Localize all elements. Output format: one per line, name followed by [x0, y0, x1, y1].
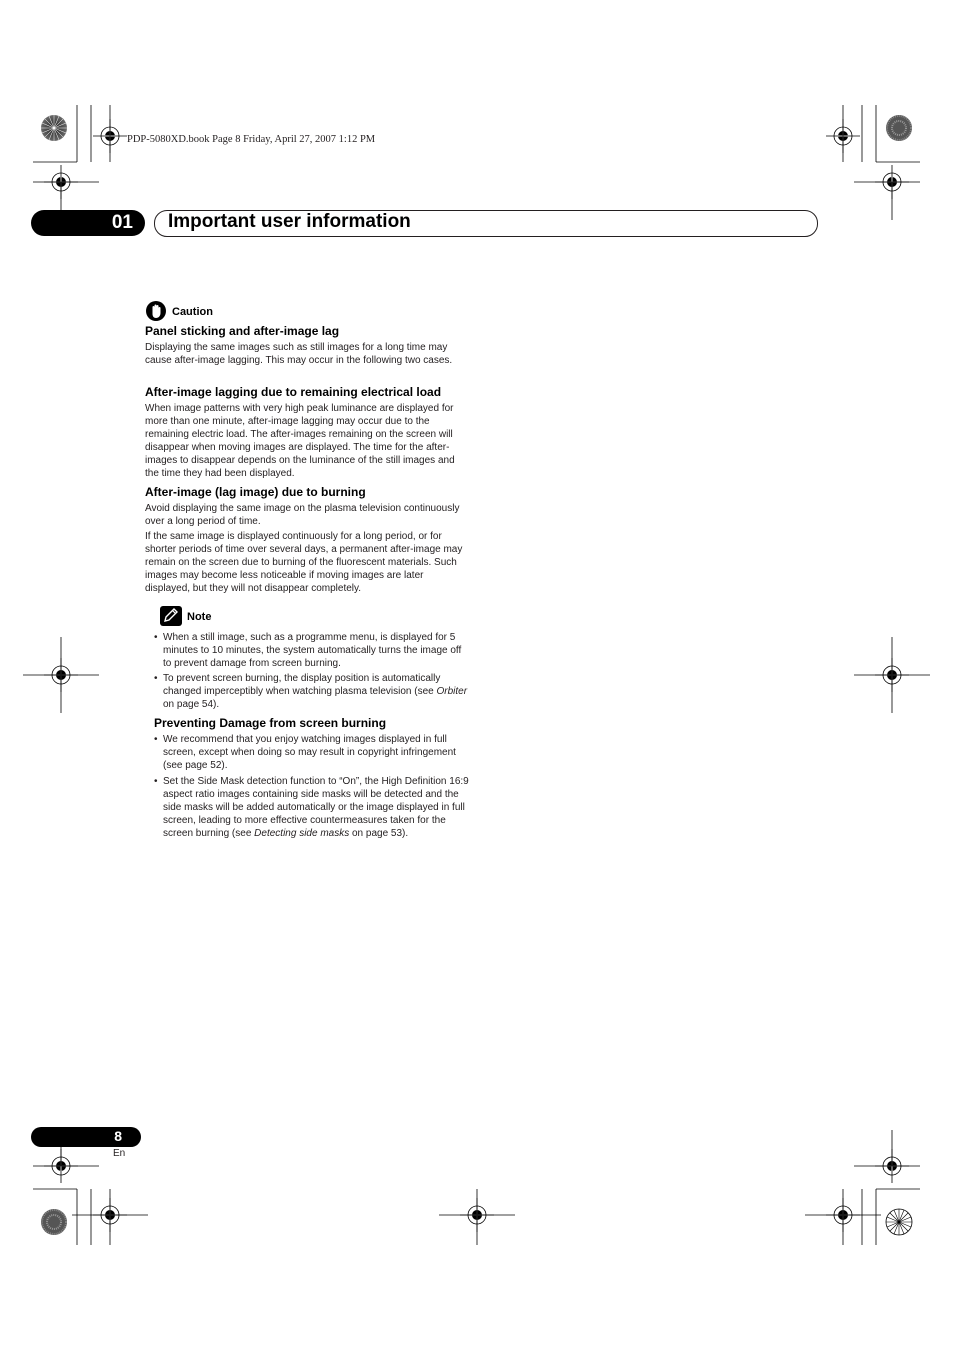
note-bullet	[154, 775, 474, 855]
section-heading: Panel sticking and after-image lag	[145, 324, 340, 338]
bullet-dot: •	[154, 632, 158, 643]
section-paragraph: When image patterns with very high peak luminance are displayed for more than one minute, after-image lagging may occur due to the remaining electric load. The after-images remaining on the screen will disappear when moving images are displayed. The time for the after-images to disappear depends on the luminance of the still images and the time they had been displayed.	[145, 403, 455, 479]
page-number: 8	[114, 1128, 122, 1144]
section-paragraph: If the same image is displayed continuously for a long period, or for shorter periods of time over several days, a permanent after-image may remain on the screen due to burning of the fluorescent materials. Such images may become less noticeable if moving images are later displayed, but they will not disappear completely.	[145, 531, 463, 594]
language-code: En	[113, 1148, 126, 1159]
color-target-bottom-right	[886, 1209, 912, 1235]
caution-hand-icon	[146, 301, 166, 321]
page-reference: Detecting side masks	[254, 828, 350, 839]
note-pencil-icon	[160, 606, 180, 626]
section-paragraph: Displaying the same images such as still images for a long time may cause after-image lagging. This may occur in the following two cases.	[145, 342, 453, 366]
book-slug-line: PDP-5080XD.book Page 8 Friday, April 27, 2007 1:12 PM	[127, 134, 376, 145]
note-bullet	[154, 672, 474, 712]
note-label: Note	[187, 611, 212, 623]
chapter-title: Important user information	[168, 211, 411, 232]
bullet-text: Set the Side Mask detection function to “On”, the High Definition 16:9 aspect ratio images containing side masks will be detected and the side masks will be added automatically or the image displayed in full screen, leading to more effective countermeasures taken for the screen burning (see Detecting side masks on page 53).	[163, 776, 469, 839]
chapter-number-badge	[31, 210, 145, 236]
section-heading: After-image (lag image) due to burning	[145, 485, 366, 499]
bullet-dot: •	[154, 734, 158, 745]
page-reference: Orbiter	[436, 686, 468, 697]
section-paragraph: Avoid displaying the same image on the plasma television continuously over a long period of time.	[145, 503, 460, 527]
note-bullet	[154, 733, 474, 773]
chapter-title-bar	[154, 210, 818, 237]
section-heading: After-image lagging due to remaining electrical load	[145, 385, 442, 399]
color-target-bottom-left	[41, 1209, 67, 1235]
bullet-text: When a still image, such as a programme menu, is displayed for 5 minutes to 10 minutes, the system automatically turns the image off to prevent damage from screen burning.	[163, 632, 462, 669]
bullet-dot: •	[154, 776, 158, 787]
color-target-top-right	[886, 115, 912, 141]
bullet-dot: •	[154, 673, 158, 684]
bullet-text: To prevent screen burning, the display position is automatically changed imperceptibly when watching plasma television (see Orbiter on page 54).	[163, 673, 468, 710]
note-subheading: Preventing Damage from screen burning	[154, 716, 387, 730]
color-target-top-left	[41, 115, 67, 141]
note-bullet	[154, 631, 474, 671]
caution-label: Caution	[172, 306, 213, 318]
chapter-number: 01	[111, 212, 133, 233]
bullet-text: We recommend that you enjoy watching images displayed in full screen, except when doing so may result in copyright infringement (see page 52).	[163, 734, 456, 771]
page-number-badge	[31, 1127, 141, 1147]
